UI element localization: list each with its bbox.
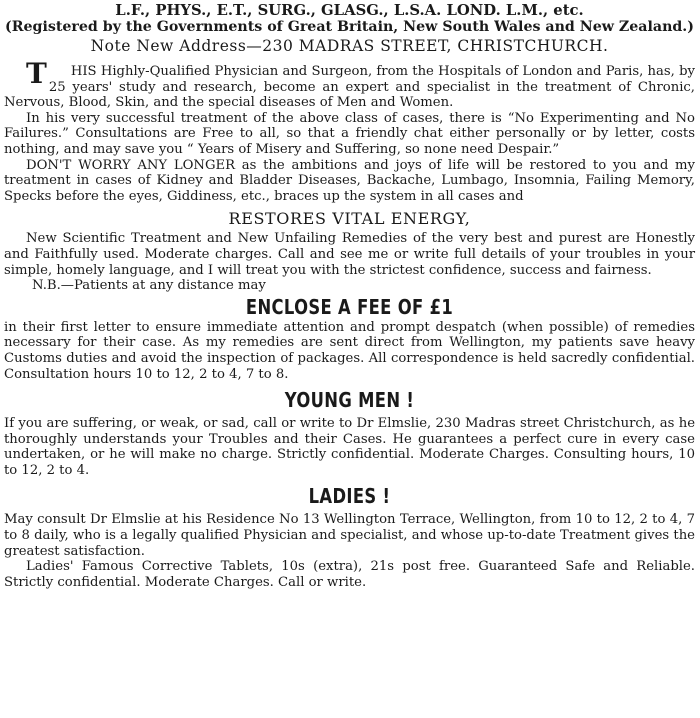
fee-heading: ENCLOSE A FEE OF £1	[245, 294, 454, 319]
registration-line: (Registered by the Governments of Great Britain, New South Wales and New Zealand.)	[5, 19, 694, 35]
young-men-heading: YOUNG MEN !	[284, 388, 415, 413]
ladies-paragraph: May consult Dr Elmslie at his Residence No 13 Wellington Terrace, Wellington, from 10 to 12, 2 to 4, 7 to 8 daily, who is a legally qualified Physician and specialist, and whose up-to-date Treatment gives the greatest satisfaction.	[4, 512, 695, 559]
young-men-paragraph: If you are suffering, or weak, or sad, call or write to Dr Elmslie, 230 Madras street Christchurch, as he thoroughly understands your Troubles and their Cases. He guarantees a perfect cure in every case undertaken, or he will make no charge. Strictly confidential. Moderate Charges. Consulting hours, 10 to 12, 2 to 4.	[4, 416, 695, 478]
qualifications-line: L.F., PHYS., E.T., SURG., GLASG., L.S.A. LOND. L.M., etc.	[115, 2, 584, 19]
fee-paragraph: in their first letter to ensure immediate attention and prompt despatch (when possible) of remedies necessary for their case. As my remedies are sent direct from Wellington, my patients save heavy Customs duties and avoid the inspection of packages. All correspondence is held sacredly confidential. Consultation hours 10 to 12, 2 to 4, 7 to 8.	[4, 319, 695, 382]
vital-energy-heading: RESTORES VITAL ENERGY,	[228, 209, 471, 229]
ladies-heading: LADIES !	[308, 484, 391, 509]
intro-paragraph: THIS Highly-Qualified Physician and Surgeon, from the Hospitals of London and Paris, has, by 25 years' study and research, become an expert and specialist in the treatment of Chronic, Nervous, Blood, Skin, and the special diseases of Men and Women.	[4, 57, 695, 111]
dont-worry-paragraph: DON'T WORRY ANY LONGER as the ambitions and joys of life will be restored to you and my treatment in cases of Kidney and Bladder Diseases, Backache, Lumbago, Insomnia, Failing Memory, Specks before the eyes, Giddiness, etc., braces up the system in all cases and	[4, 157, 695, 204]
experiment-paragraph: In his very successful treatment of the above class of cases, there is “No Experimenting and No Failures.” Consultations are Free to all, so that a friendly chat either personally or by letter, costs nothing, and may save you “ Years of Misery and Suffering, so none need Despair.”	[4, 110, 695, 157]
address-line: Note New Address—230 MADRAS STREET, CHRISTCHURCH.	[90, 37, 609, 55]
tablets-paragraph: Ladies' Famous Corrective Tablets, 10s (extra), 21s post free. Guaranteed Safe and Reliable. Strictly confidential. Moderate Charges. Call or write.	[4, 559, 695, 590]
treatment-paragraph: New Scientific Treatment and New Unfailing Remedies of the very best and purest are Honestly and Faithfully used. Moderate charges. Call and see me or write full details of your troubles in your simple, homely language, and I will treat you with the strictest confidence, success and fairness.	[4, 231, 695, 278]
nb-note: N.B.—Patients at any distance may	[32, 278, 266, 294]
